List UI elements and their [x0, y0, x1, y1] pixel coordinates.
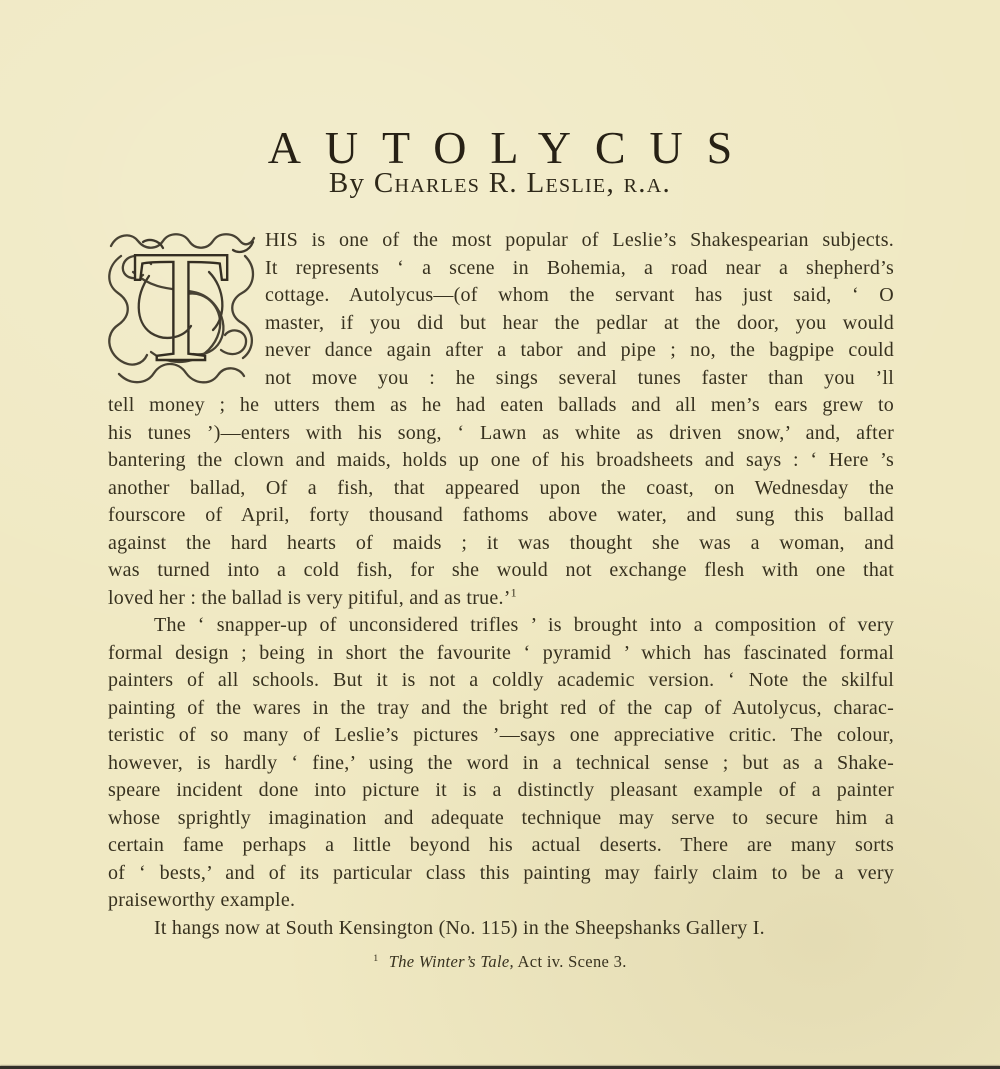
text-line: however, is hardly ‘ fine,’ using the word in a technical sense ; but as a Shake-: [108, 751, 894, 774]
paragraph-two: [108, 612, 894, 915]
footnote-number: 1: [373, 952, 379, 964]
text-line: painters of all schools. But it is not a coldly academic version. ‘ Note the skilful: [108, 669, 894, 691]
body-text: [108, 227, 894, 942]
text-line: whose sprightly imagination and adequate technique may serve to secure him a: [108, 806, 894, 829]
ornate-initial-t-icon: [105, 230, 257, 390]
text-line: bantering the clown and maids, holds up one of his broadsheets and says : ‘ Here ’s: [108, 449, 894, 471]
text-line: master, if you did but hear the pedlar at the door, you would: [265, 311, 894, 334]
byline: [0, 167, 1000, 200]
text-line: loved her : the ballad is very pitiful, and as true.’$^1$: [108, 584, 517, 609]
text-line: formal design ; being in short the favourite ‘ pyramid ’ which has fascinated formal: [108, 641, 894, 664]
text-line: his tunes ’)—enters with his song, ‘ Lawn as white as driven snow,’ and, after: [108, 421, 894, 444]
text-line: against the hard hearts of maids ; it was thought she was a woman, and: [108, 531, 894, 554]
paragraph-three: [108, 915, 894, 943]
text-line: never dance again after a tabor and pipe ; no, the bagpipe could: [265, 339, 894, 361]
text-line: was turned into a cold fish, for she would not exchange flesh with one that: [108, 559, 894, 581]
page-title: AUTOLYCUS: [267, 121, 757, 173]
text-line: tell money ; he utters them as he had eaten ballads and all men’s ears grew to: [108, 394, 894, 416]
text-line: speare incident done into picture it is a distinctly pleasant example of a painter: [108, 779, 894, 801]
footnote-work-title: The Winter’s Tale,: [388, 952, 514, 971]
text-line: fourscore of April, forty thousand fathoms above water, and sung this ballad: [108, 504, 894, 526]
byline-prefix: By: [328, 167, 366, 199]
text-line: The ‘ snapper-up of unconsidered trifles ’ is brought into a composition of very: [154, 614, 894, 636]
text-line: HIS is one of the most popular of Leslie’s Shakespearian subjects.: [265, 229, 894, 251]
text-line: It represents ‘ a scene in Bohemia, a road near a shepherd’s: [265, 256, 894, 279]
text-line: cottage. Autolycus—(of whom the servant has just said, ‘ O: [265, 284, 894, 306]
text-line: another ballad, Of a fish, that appeared upon the coast, on Wednesday the: [108, 476, 894, 499]
footnote-citation: Act iv. Scene 3.: [517, 952, 627, 971]
footnote-ref-marker: 1: [510, 584, 517, 599]
footnote: [0, 952, 1000, 972]
text-line: certain fame perhaps a little beyond his actual deserts. There are many sorts: [108, 834, 894, 856]
byline-name: Charles R. Leslie,: [373, 167, 616, 199]
text-line: praiseworthy example.: [108, 889, 296, 911]
text-line: It hangs now at South Kensington (No. 115) in the Sheepshanks Gallery I.: [154, 916, 765, 939]
svg-text:T: T: [132, 230, 230, 390]
text-line: painting of the wares in the tray and the bright red of the cap of Autolycus, charac-: [108, 696, 894, 719]
text-line: teristic of so many of Leslie’s pictures ’—says one appreciative critic. The colour,: [108, 724, 894, 746]
byline-suffix: r.a.: [623, 167, 672, 199]
text-line: of ‘ bests,’ and of its particular class this painting may fairly claim to be a very: [108, 861, 894, 884]
text-line: not move you : he sings several tunes faster than you ’ll: [265, 366, 894, 389]
